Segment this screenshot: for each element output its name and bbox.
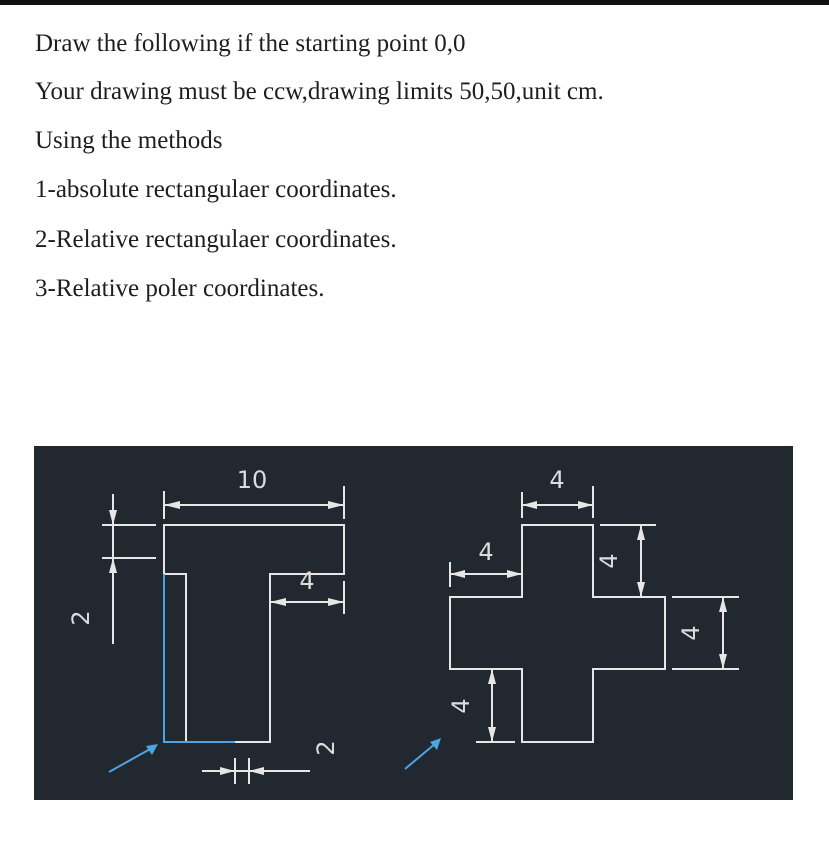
cross-start-arrow	[405, 743, 436, 769]
t-start-arrow	[109, 748, 152, 772]
cross-dim-left-arrow-right	[507, 570, 522, 578]
method-absolute-rectangular: 1-absolute rectangulaer coordinates.	[35, 176, 397, 203]
dim-2-left-arrow-top	[109, 510, 117, 525]
cross-dim-bottom-arrow-bottom	[488, 727, 496, 742]
dim-4-arrow-right	[328, 598, 344, 606]
dim-10-arrow-right	[328, 501, 344, 509]
dim-2-left-arrow-bottom	[109, 558, 117, 573]
cross-dim-right-arrow-top	[719, 597, 727, 612]
method-relative-polar: 3-Relative poler coordinates.	[35, 275, 325, 302]
dim-2-bottom-arrow-right	[249, 767, 264, 775]
dim-2-flange-label: 2	[67, 610, 95, 626]
method-relative-rectangular: 2-Relative rectangulaer coordinates.	[35, 226, 397, 253]
cross-dim-right-arrow-bottom	[719, 654, 727, 669]
instruction-line-1: Draw the following if the starting point 0,0	[35, 30, 466, 57]
cross-dim-right-height-label: 4	[677, 625, 705, 641]
top-border	[0, 0, 829, 5]
cad-drawing	[34, 446, 793, 800]
cross-dim-bottom-arrow-top	[488, 669, 496, 684]
t-shape-outline	[164, 525, 344, 742]
cad-canvas	[34, 446, 793, 800]
dim-10-arrow-left	[164, 501, 180, 509]
dim-4-stem-label: 4	[299, 567, 315, 595]
dim-2-stem-label: 2	[312, 740, 340, 756]
cross-dim-top-arrow-left	[522, 501, 537, 509]
dim-2-bottom-arrow-left	[220, 767, 235, 775]
cross-start-arrowhead	[430, 738, 441, 750]
cross-dim-top-arrow-right	[578, 501, 593, 509]
cross-dim-top-label: 4	[549, 466, 565, 494]
cross-dim-top-height-arrow-top	[637, 525, 645, 540]
dim-4-arrow-left	[270, 598, 286, 606]
cross-dim-left-arrow-left	[450, 570, 465, 578]
t-shape-start-highlight	[164, 574, 235, 742]
cross-dim-top-height-label: 4	[595, 553, 623, 569]
instruction-line-2: Your drawing must be ccw,drawing limits 50,50,unit cm.	[35, 78, 604, 105]
cross-dim-bottom-height-label: 4	[447, 698, 475, 714]
dim-10-label: 10	[236, 466, 268, 494]
cross-dim-top-height-arrow-bottom	[637, 582, 645, 597]
t-shape-inner-left	[164, 574, 186, 742]
instruction-line-3: Using the methods	[35, 127, 223, 154]
cross-dim-left-label: 4	[478, 538, 494, 566]
